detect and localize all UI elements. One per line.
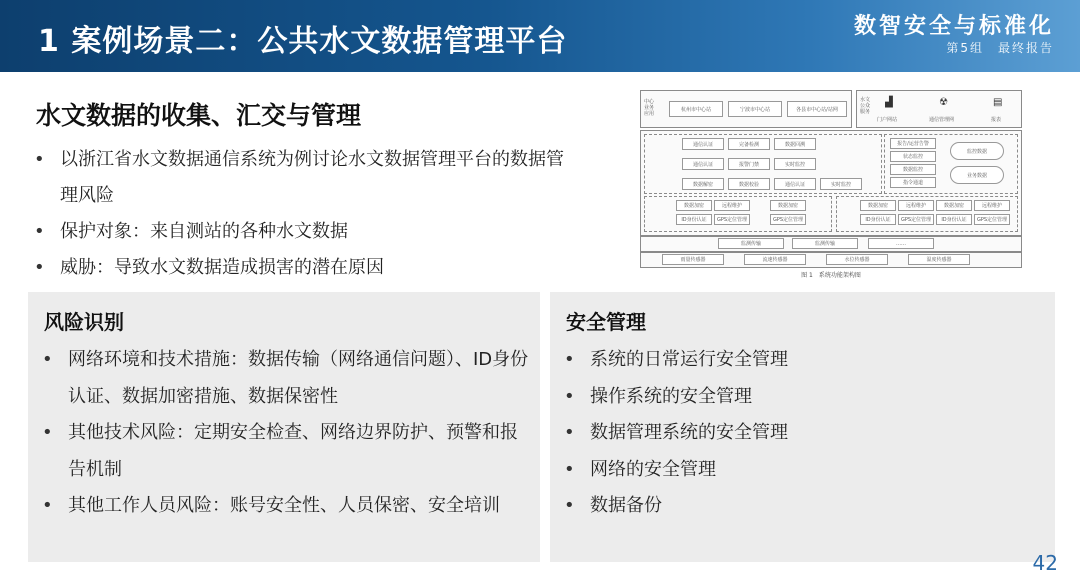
diagram-cell: 完备检测	[728, 138, 770, 150]
diagram-public-services	[856, 90, 1022, 128]
diagram-cell: GPS定位管理	[898, 214, 934, 225]
diagram-label: 水文公众服务	[860, 97, 871, 115]
intro-bullet: • 威胁：导致水文数据造成损害的潜在原因	[32, 250, 572, 286]
panel-title: 风险识别	[44, 310, 124, 334]
diagram-cell: ……	[868, 238, 934, 249]
diagram-cell: 报警门禁	[728, 158, 770, 170]
security-bullet: • 网络的安全管理	[562, 452, 1032, 489]
printer-icon: ▟	[885, 97, 893, 108]
diagram-cell: 监控数据	[950, 142, 1004, 160]
intro-bullet-list	[32, 142, 572, 286]
risk-bullet: • 其他技术风险：定期安全检查、网络边界防护、预警和报告机制	[40, 415, 530, 488]
security-bullet: • 数据备份	[562, 488, 1032, 525]
diagram-caption: 图 1 系统功能架构图	[801, 272, 861, 279]
diagram-cell: 业务数据	[950, 166, 1004, 184]
diagram-cell: 监测传输	[792, 238, 858, 249]
security-bullet-list	[562, 342, 1032, 525]
brand-name: 数智安全与标准化	[853, 14, 1054, 39]
panel-title: 安全管理	[566, 310, 646, 334]
security-bullet: • 操作系统的安全管理	[562, 379, 1032, 416]
risk-bullet: • 网络环境和技术措施：数据传输（网络通信问题）、ID身份认证、数据加密措施、数据保密性	[40, 342, 530, 415]
security-bullet: • 系统的日常运行安全管理	[562, 342, 1032, 379]
diagram-cell: 状态监控	[890, 151, 936, 162]
diagram-cell: 报告/运营告警	[890, 138, 936, 149]
diagram-cell: 雨量传感器	[662, 254, 724, 265]
diagram-cell: 通信认证	[682, 158, 724, 170]
document-icon: ▤	[993, 97, 1003, 108]
section-heading: 水文数据的收集、汇交与管理	[36, 101, 362, 130]
diagram-cell: 远程维护	[714, 200, 750, 211]
diagram-cell: 数据加密	[676, 200, 712, 211]
diagram-cell: 水位传感器	[826, 254, 888, 265]
diagram-cell: 流速传感器	[744, 254, 806, 265]
brand-subtitle: 第5组 最终报告	[946, 41, 1054, 55]
header-banner	[0, 0, 1080, 72]
diagram-cell: 宁波市中心站	[728, 101, 782, 117]
diagram-cell: 实时监控	[820, 178, 862, 190]
diagram-label: 门户网站	[877, 117, 898, 123]
diagram-label: 中心业务应用	[644, 99, 655, 117]
diagram-cell: 远程维护	[898, 200, 934, 211]
diagram-center-apps	[640, 90, 852, 128]
diagram-cell: 通信认证	[682, 138, 724, 150]
diagram-cell: ID身份认证	[860, 214, 896, 225]
diagram-cell: 数据监控	[890, 164, 936, 175]
diagram-cell: 数据加密	[860, 200, 896, 211]
diagram-cell: 数据解密	[682, 178, 724, 190]
diagram-cell: GPS定位管理	[974, 214, 1010, 225]
diagram-cell: 数据回溯	[774, 138, 816, 150]
diagram-cell: 数据加密	[936, 200, 972, 211]
radiation-icon: ☢	[939, 97, 948, 108]
page-number: 42	[1032, 551, 1058, 575]
diagram-label: 报表	[991, 117, 1002, 123]
diagram-cell: 指令通道	[890, 177, 936, 188]
system-architecture-diagram	[640, 90, 1022, 286]
diagram-cell: ID身份认证	[936, 214, 972, 225]
diagram-cell: ID身份认证	[676, 214, 712, 225]
diagram-label: 通信管理网	[929, 117, 955, 123]
diagram-cell: 数据校验	[728, 178, 770, 190]
security-management-panel	[550, 292, 1055, 562]
brand-block	[854, 14, 1054, 56]
diagram-cell: 远程维护	[974, 200, 1010, 211]
diagram-cell: 通信认证	[774, 178, 816, 190]
diagram-cell: 杭州市中心站	[669, 101, 723, 117]
diagram-cell: 各县市中心站/站网	[787, 101, 847, 117]
intro-bullet: • 以浙江省水文数据通信系统为例讨论水文数据管理平台的数据管理风险	[32, 142, 572, 214]
diagram-cell: GPS定位管理	[714, 214, 750, 225]
risk-identification-panel	[28, 292, 540, 562]
diagram-cell: 温度传感器	[908, 254, 970, 265]
diagram-cell: GPS定位管理	[770, 214, 806, 225]
risk-bullet-list	[40, 342, 530, 525]
intro-bullet: • 保护对象：来自测站的各种水文数据	[32, 214, 572, 250]
diagram-cell: 实时监控	[774, 158, 816, 170]
security-bullet: • 数据管理系统的安全管理	[562, 415, 1032, 452]
diagram-cell: 数据加密	[770, 200, 806, 211]
page-title: 1 案例场景二：公共水文数据管理平台	[38, 24, 568, 59]
risk-bullet: • 其他工作人员风险：账号安全性、人员保密、安全培训	[40, 488, 530, 525]
diagram-cell: 监测传输	[718, 238, 784, 249]
